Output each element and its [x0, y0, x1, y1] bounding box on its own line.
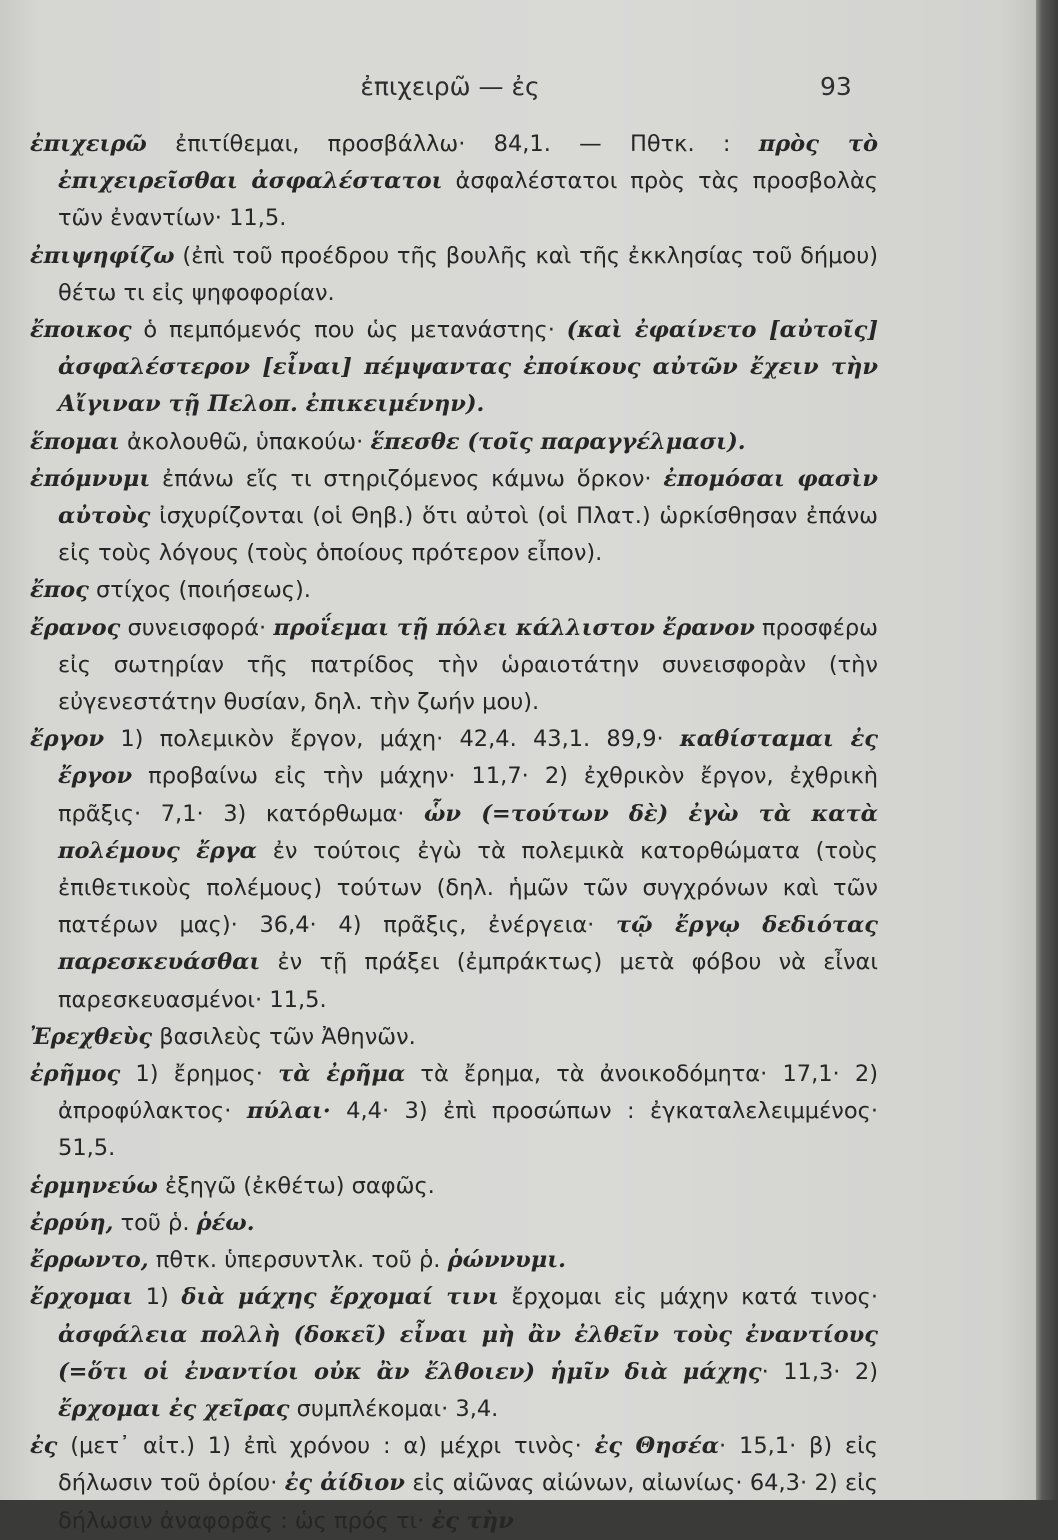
entry-epomnymi [30, 461, 878, 573]
definition: ἀσφαλέστατοι πρὸς τὰς προσβολὰς τῶν ἐναντίων· 11,5. [58, 168, 878, 232]
definition: 1) ἔρημος· [120, 1061, 279, 1088]
book-edge [1036, 0, 1058, 1500]
definition: ἔρχομαι εἰς μάχην κατά τινος· [498, 1284, 878, 1311]
entry-epoikos [30, 312, 878, 424]
entry-hermeneuo [30, 1168, 878, 1205]
citation: ῥέω. [196, 1209, 255, 1236]
definition: βασιλεὺς τῶν Ἀθηνῶν. [152, 1023, 416, 1050]
lemma: ἔργον [30, 726, 105, 753]
lemma: ἐπιχειρῶ [30, 131, 147, 157]
lemma: ἔρχομαι [30, 1284, 134, 1311]
citation: ἕπεσθε (τοῖς παραγγέλμασι). [370, 428, 746, 455]
entry-erryi [30, 1205, 878, 1242]
lemma: ἐς [30, 1433, 58, 1460]
definition: προσφέρω εἰς σωτηρίαν τῆς πατρίδος τὴν ὡραιοτάτην συνεισφορὰν (τὴν εὐγενεστάτην θυσίαν, δηλ. τὴν ζωήν μου). [58, 614, 878, 716]
citation: καθίσταμαι ἐς ἔργον [58, 726, 878, 790]
citation: πύλαι· [246, 1098, 331, 1125]
page-number: 93 [820, 72, 852, 101]
definition: (μετ᾽ αἰτ.) 1) ἐπὶ χρόνου : α) μέχρι τινὸς· [57, 1433, 595, 1460]
lemma: ἕπομαι [30, 428, 120, 455]
citation: ἐς ἀίδιον [284, 1470, 405, 1497]
citation: ἀσφάλεια πολλὴ (δοκεῖ) εἶναι μὴ ἂν ἐλθεῖν τοὺς ἐναντίους (=ὅτι οἱ ἐναντίοι οὐκ ἂν ἔλθοιεν) ἡμῖν διὰ μάχης [58, 1321, 878, 1385]
citation: (καὶ ἐφαίνετο [αὐτοῖς] ἀσφαλέστερον [εἶναι] πέμψαντας ἐποίκους αὐτῶν ἔχειν τὴν Αἴγιναν τῇ Πελοπ. ἐπικειμένην). [58, 317, 878, 418]
lemma: ἔπος [30, 577, 89, 604]
lemma: ἔποικος [30, 317, 132, 344]
definition: ἰσχυρίζονται (οἱ Θηβ.) ὅτι αὐτοὶ (οἱ Πλατ.) ὡρκίσθησαν ἐπάνω εἰς τοὺς λόγους (τοὺς ὁποίους πρότερον εἶπον). [58, 503, 878, 567]
entry-epos [30, 572, 878, 609]
definition: εἰς αἰῶνας αἰώνων, αἰωνίως· 64,3· 2) εἰς δήλωσιν ἀναφορᾶς : ὡς πρός τι· [58, 1470, 878, 1534]
citation: τῷ ἔργῳ δεδιότας παρεσκευάσθαι [58, 912, 878, 976]
definition: ἐξηγῶ (ἐκθέτω) σαφῶς. [157, 1172, 435, 1199]
citation: ὧν (=τούτων δὲ) ἐγὼ τὰ κατὰ πολέμους ἔργα [58, 800, 878, 864]
definition: 1) [133, 1284, 182, 1311]
page-header [0, 72, 1036, 108]
definition: ἀκολουθῶ, ὑπακούω· [119, 428, 371, 455]
definition: (ἐπὶ τοῦ προέδρου τῆς βουλῆς καὶ τῆς ἐκκλησίας τοῦ δήμου) θέτω τι εἰς ψηφοφορίαν. [58, 242, 878, 306]
citation: προΐεμαι τῇ πόλει κάλλιστον ἔρανον [273, 614, 755, 641]
definition: ὁ πεμπόμενός που ὡς μετανάστης· [131, 317, 567, 344]
definition: στίχος (ποιήσεως). [88, 577, 311, 604]
entry-eranos [30, 610, 878, 722]
definition: 4,4· 3) ἐπὶ προσώπων : ἐγκαταλελειμμένος· 51,5. [58, 1098, 878, 1162]
lemma: ἔρρωντο, [30, 1247, 149, 1274]
running-title: ἐπιχειρῶ — ἐς [360, 72, 540, 101]
definition: ἐπάνω εἴς τι στηριζόμενος κάμνω ὅρκον· [150, 465, 664, 492]
lemma: ἐρρύη, [30, 1209, 114, 1236]
definition: προβαίνω εἰς τὴν μάχην· 11,7· 2) ἐχθρικὸν ἔργον, ἐχθρικὴ πρᾶξις· 7,1· 3) κατόρθωμα· [58, 763, 878, 827]
citation: ῥώννυμι. [447, 1247, 566, 1274]
entry-hepomai [30, 424, 878, 461]
lemma: ἑρμηνεύω [30, 1172, 158, 1199]
lemma: ἐπόμνυμι [30, 465, 151, 492]
definition: τοῦ ῥ. [113, 1209, 197, 1236]
definition: ἐν τῇ πράξει (ἐμπράκτως) μετὰ φόβου νὰ εἶναι παρεσκευασμένοι· 11,5. [58, 949, 878, 1013]
definition: · 11,3· 2) [761, 1358, 878, 1385]
citation: ἔρχομαι ἐς χεῖρας [58, 1395, 290, 1422]
definition: 1) πολεμικὸν ἔργον, μάχη· 42,4. 43,1. 89,9· [104, 726, 680, 753]
dictionary-body [30, 126, 878, 1540]
entry-erchomai [30, 1279, 878, 1428]
entry-erechtheus [30, 1019, 878, 1056]
entry-es [30, 1428, 878, 1540]
entry-eremos [30, 1056, 878, 1168]
entry-epipsephizo [30, 238, 878, 312]
definition: τὰ ἔρημα, τὰ ἀνοικοδόμητα· 17,1· 2) ἀπροφύλακτος· [58, 1061, 878, 1125]
entry-erronto [30, 1242, 878, 1279]
definition: ἐν τούτοις ἐγὼ τὰ πολεμικὰ κατορθώματα (τοὺς ἐπιθετικοὺς πολέμους) τούτων (δηλ. ἡμῶν τῶν συγχρόνων καὶ τῶν πατέρων μας)· 36,4· 4) πρᾶξις, ἐνέργεια· [58, 837, 878, 939]
entry-ergon [30, 721, 878, 1019]
citation: ἐπομόσαι φασὶν αὐτοὺς [58, 465, 878, 530]
citation: τὰ ἐρῆμα [278, 1061, 406, 1088]
citation: ἐς τὴν [431, 1507, 514, 1534]
lemma: ἔρανος [30, 614, 121, 641]
lemma: ἐπιψηφίζω [30, 242, 175, 269]
lemma: ἐρῆμος [30, 1061, 121, 1088]
definition: συνεισφορά· [120, 614, 274, 641]
lemma: Ἐρεχθεὺς [30, 1023, 153, 1050]
citation: ἐς Θησέα [594, 1433, 720, 1460]
entry-epicheiro [30, 126, 878, 238]
definition: συμπλέκομαι· 3,4. [289, 1395, 499, 1422]
definition: ἐπιτίθεμαι, προσβάλλω· 84,1. — Πθτκ. : [146, 131, 759, 157]
citation: πρὸς τὸ ἐπιχειρεῖσθαι ἀσφαλέστατοι [58, 131, 878, 195]
citation: διὰ μάχης ἔρχομαί τινι [181, 1284, 499, 1311]
definition: · 15,1· β) εἰς δήλωσιν τοῦ ὁρίου· [58, 1433, 878, 1497]
definition: πθτκ. ὑπερσυντλκ. τοῦ ῥ. [148, 1247, 448, 1274]
